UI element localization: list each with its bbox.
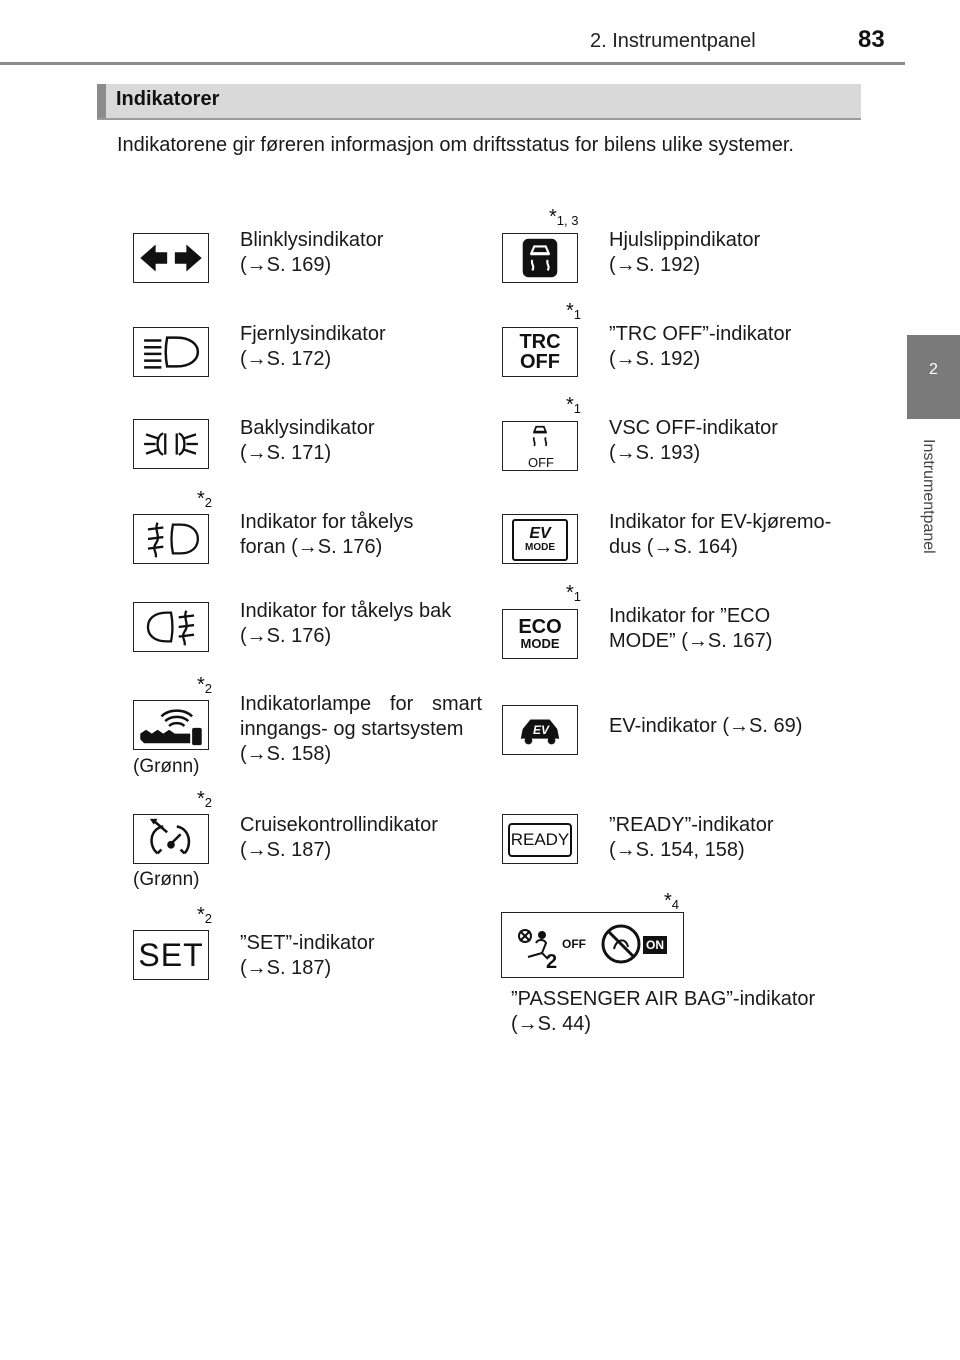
vsc-off-desc: VSC OFF-indikator (→S. 193) [609,417,778,464]
chapter-title: 2. Instrumentpanel [590,30,756,52]
set-desc: ”SET”-indikator (→S. 187) [240,932,375,979]
airbag-on-label: ON [646,938,664,952]
tail-light-desc: Baklysindikator (→S. 171) [240,417,375,464]
trc-off-icon: TRC OFF [502,327,578,377]
cruise-control-icon [133,814,209,864]
intro-paragraph: Indikatorene gir føreren informasjon om driftsstatus for bilens ulike systemer. [117,134,794,156]
rear-fog-desc: Indikator for tåkelys bak (→S. 176) [240,600,452,647]
tail-light-icon [133,419,209,469]
footnote-marker: $*_{1, 3}$ [549,206,579,228]
smart-key-icon [133,700,209,750]
turn-signal-desc: Blinklysindikator (→S. 169) [240,229,384,276]
high-beam-icon [133,327,209,377]
smart-key-color-note: (Grønn) [133,756,200,777]
footnote-marker: $*_2$ [197,674,213,696]
high-beam-desc: Fjernlysindikator (→S. 172) [240,323,386,370]
section-title: Indikatorer [116,88,220,110]
footnote-marker: $*_2$ [197,788,213,810]
passenger-airbag-icon [501,912,684,978]
cruise-color-note: (Grønn) [133,869,200,890]
ready-desc: ”READY”-indikator (→S. 154, 158) [609,814,774,861]
airbag-desc: ”PASSENGER AIR BAG”-indikator (→S. 44) [511,988,816,1035]
smart-key-desc: Indikatorlampe for smart inngangs- og startsystem (→S. 158) [240,693,482,765]
footnote-marker: $*_1$ [566,394,582,416]
header-rule [0,62,905,65]
vsc-off-icon: OFF [502,421,578,471]
rear-fog-icon [133,602,209,652]
airbag-off-label: OFF [562,937,586,951]
ev-mode-desc: Indikator for EV-kjøremo- dus (→S. 164) [609,511,832,558]
footnote-marker: $*_1$ [566,582,582,604]
footnote-marker: $*_2$ [197,488,213,510]
page-number: 83 [858,26,885,53]
slip-desc: Hjulslippindikator (→S. 192) [609,229,761,276]
section-underline [97,118,861,120]
trc-off-desc: ”TRC OFF”-indikator (→S. 192) [609,323,792,370]
footnote-marker: $*_2$ [197,904,213,926]
ev-indicator-desc: EV-indikator (→S. 69) [609,715,803,737]
svg-text:2: 2 [546,951,558,973]
footnote-marker: $*_1$ [566,300,582,322]
set-icon: SET [133,930,209,980]
eco-mode-icon: ECO MODE [502,609,578,659]
section-heading-accent [97,84,106,118]
turn-signal-icon [133,233,209,283]
ready-icon: READY [502,814,578,864]
ev-mode-icon: EV MODE [502,514,578,564]
front-fog-desc: Indikator for tåkelys foran (→S. 176) [240,511,414,558]
chapter-tab: 2 [907,335,960,419]
cruise-control-desc: Cruisekontrollindikator (→S. 187) [240,814,438,861]
eco-mode-desc: Indikator for ”ECO MODE” (→S. 167) [609,605,773,652]
chapter-tab-label: Instrumentpanel [920,439,937,554]
ev-indicator-icon: EV [502,705,578,755]
front-fog-icon [133,514,209,564]
footnote-marker: $*_4$ [664,890,680,912]
slip-indicator-icon [502,233,578,283]
